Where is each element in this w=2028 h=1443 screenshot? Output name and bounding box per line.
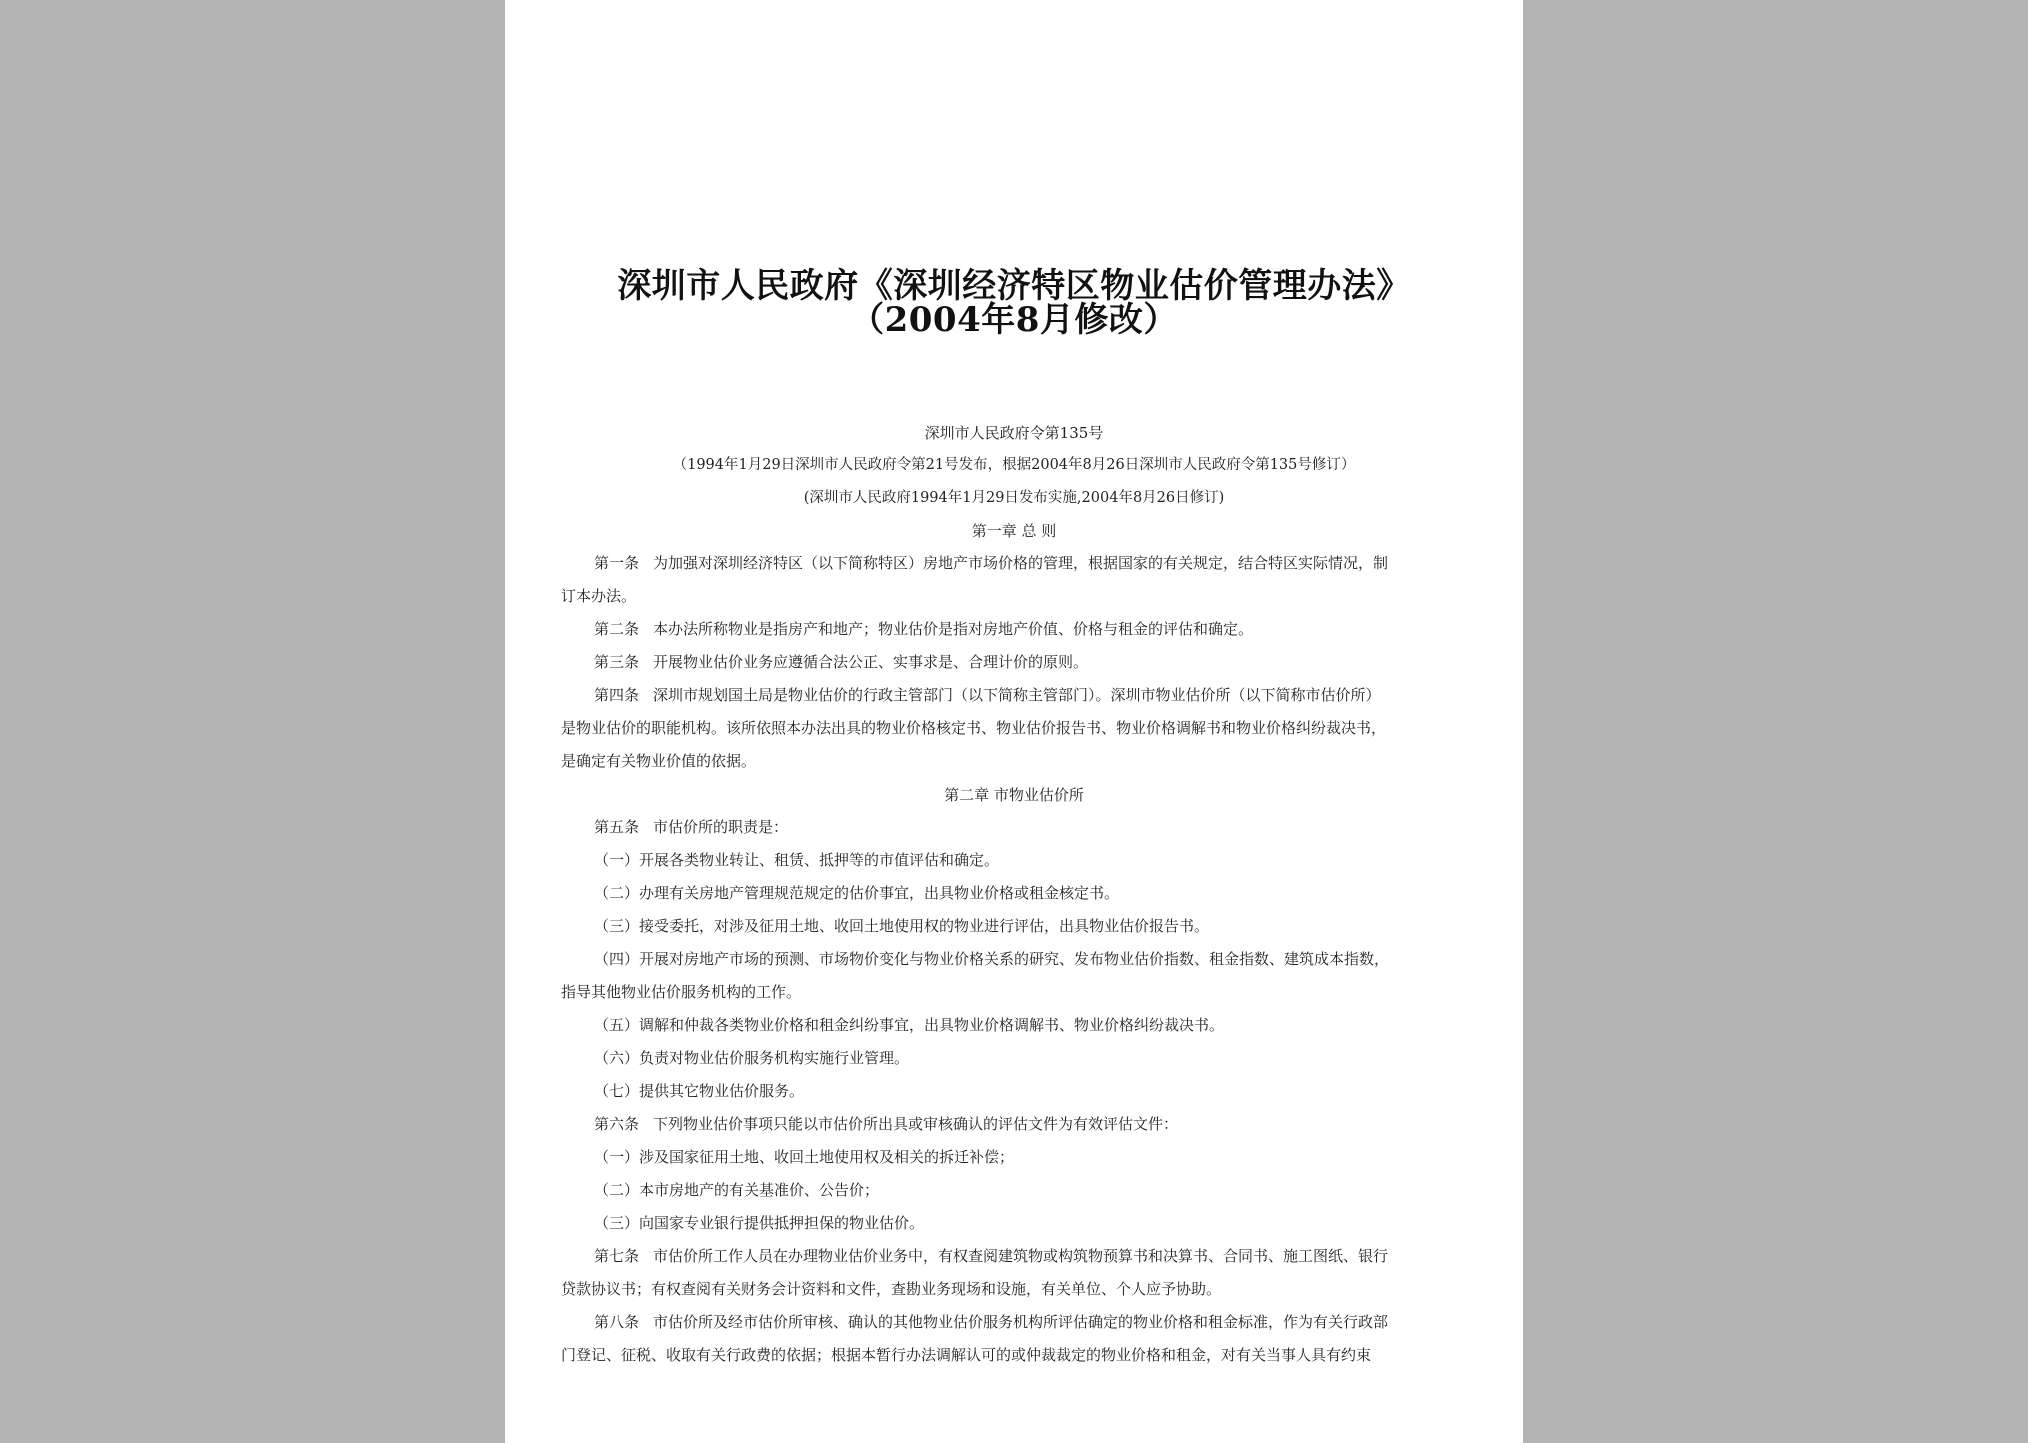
article-number: 第四条 [594,686,640,704]
list-item [561,877,1467,910]
article-text: 为加强对深圳经济特区（以下简称特区）房地产市场价格的管理，根据国家的有关规定，结合特区实际情况，制 [653,554,1389,572]
article-text: 深圳市规划国土局是物业估价的行政主管部门（以下简称主管部门）。深圳市物业估价所（以下简称市估价所） [653,686,1381,704]
list-item [561,1207,1467,1240]
list-item-text: （七）提供其它物业估价服务。 [594,1082,805,1100]
article-number: 第五条 [594,818,640,836]
article-text: 市估价所工作人员在办理物业估价业务中，有权查阅建筑物或构筑物预算书和决算书、合同书、施工图纸、银行 [653,1247,1389,1265]
document-page [505,0,1523,1443]
article-paragraph [561,1306,1467,1372]
list-item [561,844,1467,877]
list-item [561,1042,1467,1075]
list-item-text: （五）调解和仲裁各类物业价格和租金纠纷事宜，出具物业价格调解书、物业价格纠纷裁决书。 [594,1016,1225,1034]
article-text: 是物业估价的职能机构。该所依照本办法出具的物业价格核定书、物业估价报告书、物业价格调解书和物业价格纠纷裁决书， [561,719,1387,737]
article-text: 市估价所的职责是： [653,818,789,836]
article-paragraph [561,1108,1467,1141]
article-paragraph [561,547,1467,613]
list-item-text: （二）办理有关房地产管理规范规定的估价事宜，出具物业价格或租金核定书。 [594,884,1120,902]
list-item [561,1174,1467,1207]
list-item-text: （一）涉及国家征用土地、收回土地使用权及相关的拆迁补偿； [594,1148,1015,1166]
article-paragraph [561,646,1467,679]
article-number: 第八条 [594,1313,640,1331]
article-text: 下列物业估价事项只能以市估价所出具或审核确认的评估文件为有效评估文件： [653,1115,1179,1133]
article-text: 是确定有关物业价值的依据。 [561,752,757,770]
list-item [561,943,1467,1009]
article-number: 第六条 [594,1115,640,1133]
article-paragraph [561,613,1467,646]
order-number: 深圳市人民政府令第135号 [924,424,1104,442]
list-item-text: （六）负责对物业估价服务机构实施行业管理。 [594,1049,910,1067]
list-item-text: （二）本市房地产的有关基准价、公告价； [594,1181,880,1199]
article-paragraph [561,811,1467,844]
effective-note: (深圳市人民政府1994年1月29日发布实施,2004年8月26日修订) [803,490,1225,506]
document-title-revision: （2004年8月修改） [850,300,1178,340]
list-item [561,1075,1467,1108]
article-text: 订本办法。 [561,587,637,605]
publication-history: （1994年1月29日深圳市人民政府令第21号发布，根据2004年8月26日深圳市人民政府令第135号修订） [672,457,1356,473]
list-item [561,1009,1467,1042]
list-item [561,910,1467,943]
article-number: 第二条 [594,620,640,638]
chapter-heading: 第一章 总 则 [971,522,1057,540]
article-text: 贷款协议书；有权查阅有关财务会计资料和文件，查勘业务现场和设施，有关单位、个人应予协助。 [561,1280,1222,1298]
list-item-text: （一）开展各类物业转让、租赁、抵押等的市值评估和确定。 [594,851,1000,869]
list-item-text: （四）开展对房地产市场的预测、市场物价变化与物业价格关系的研究、发布物业估价指数、租金指数、建筑成本指数， [594,950,1390,968]
article-number: 第三条 [594,653,640,671]
list-item-text: （三）接受委托，对涉及征用土地、收回土地使用权的物业进行评估，出具物业估价报告书。 [594,917,1210,935]
list-item [561,1141,1467,1174]
article-text: 开展物业估价业务应遵循合法公正、实事求是、合理计价的原则。 [653,653,1089,671]
article-text: 门登记、征税、收取有关行政费的依据；根据本暂行办法调解认可的或仲裁裁定的物业价格和租金，对有关当事人具有约束 [561,1346,1372,1364]
list-item-text: （三）向国家专业银行提供抵押担保的物业估价。 [594,1214,925,1232]
article-paragraph [561,679,1467,778]
document-title: 深圳市人民政府《深圳经济特区物业估价管理办法》 [617,266,1411,306]
list-item-text: 指导其他物业估价服务机构的工作。 [561,983,802,1001]
chapter-heading: 第二章 市物业估价所 [944,786,1084,804]
article-number: 第七条 [594,1247,640,1265]
article-paragraph [561,1240,1467,1306]
article-number: 第一条 [594,554,640,572]
article-text: 本办法所称物业是指房产和地产；物业估价是指对房地产价值、价格与租金的评估和确定。 [653,620,1254,638]
article-text: 市估价所及经市估价所审核、确认的其他物业估价服务机构所评估确定的物业价格和租金标准，作为有关行政部 [653,1313,1389,1331]
